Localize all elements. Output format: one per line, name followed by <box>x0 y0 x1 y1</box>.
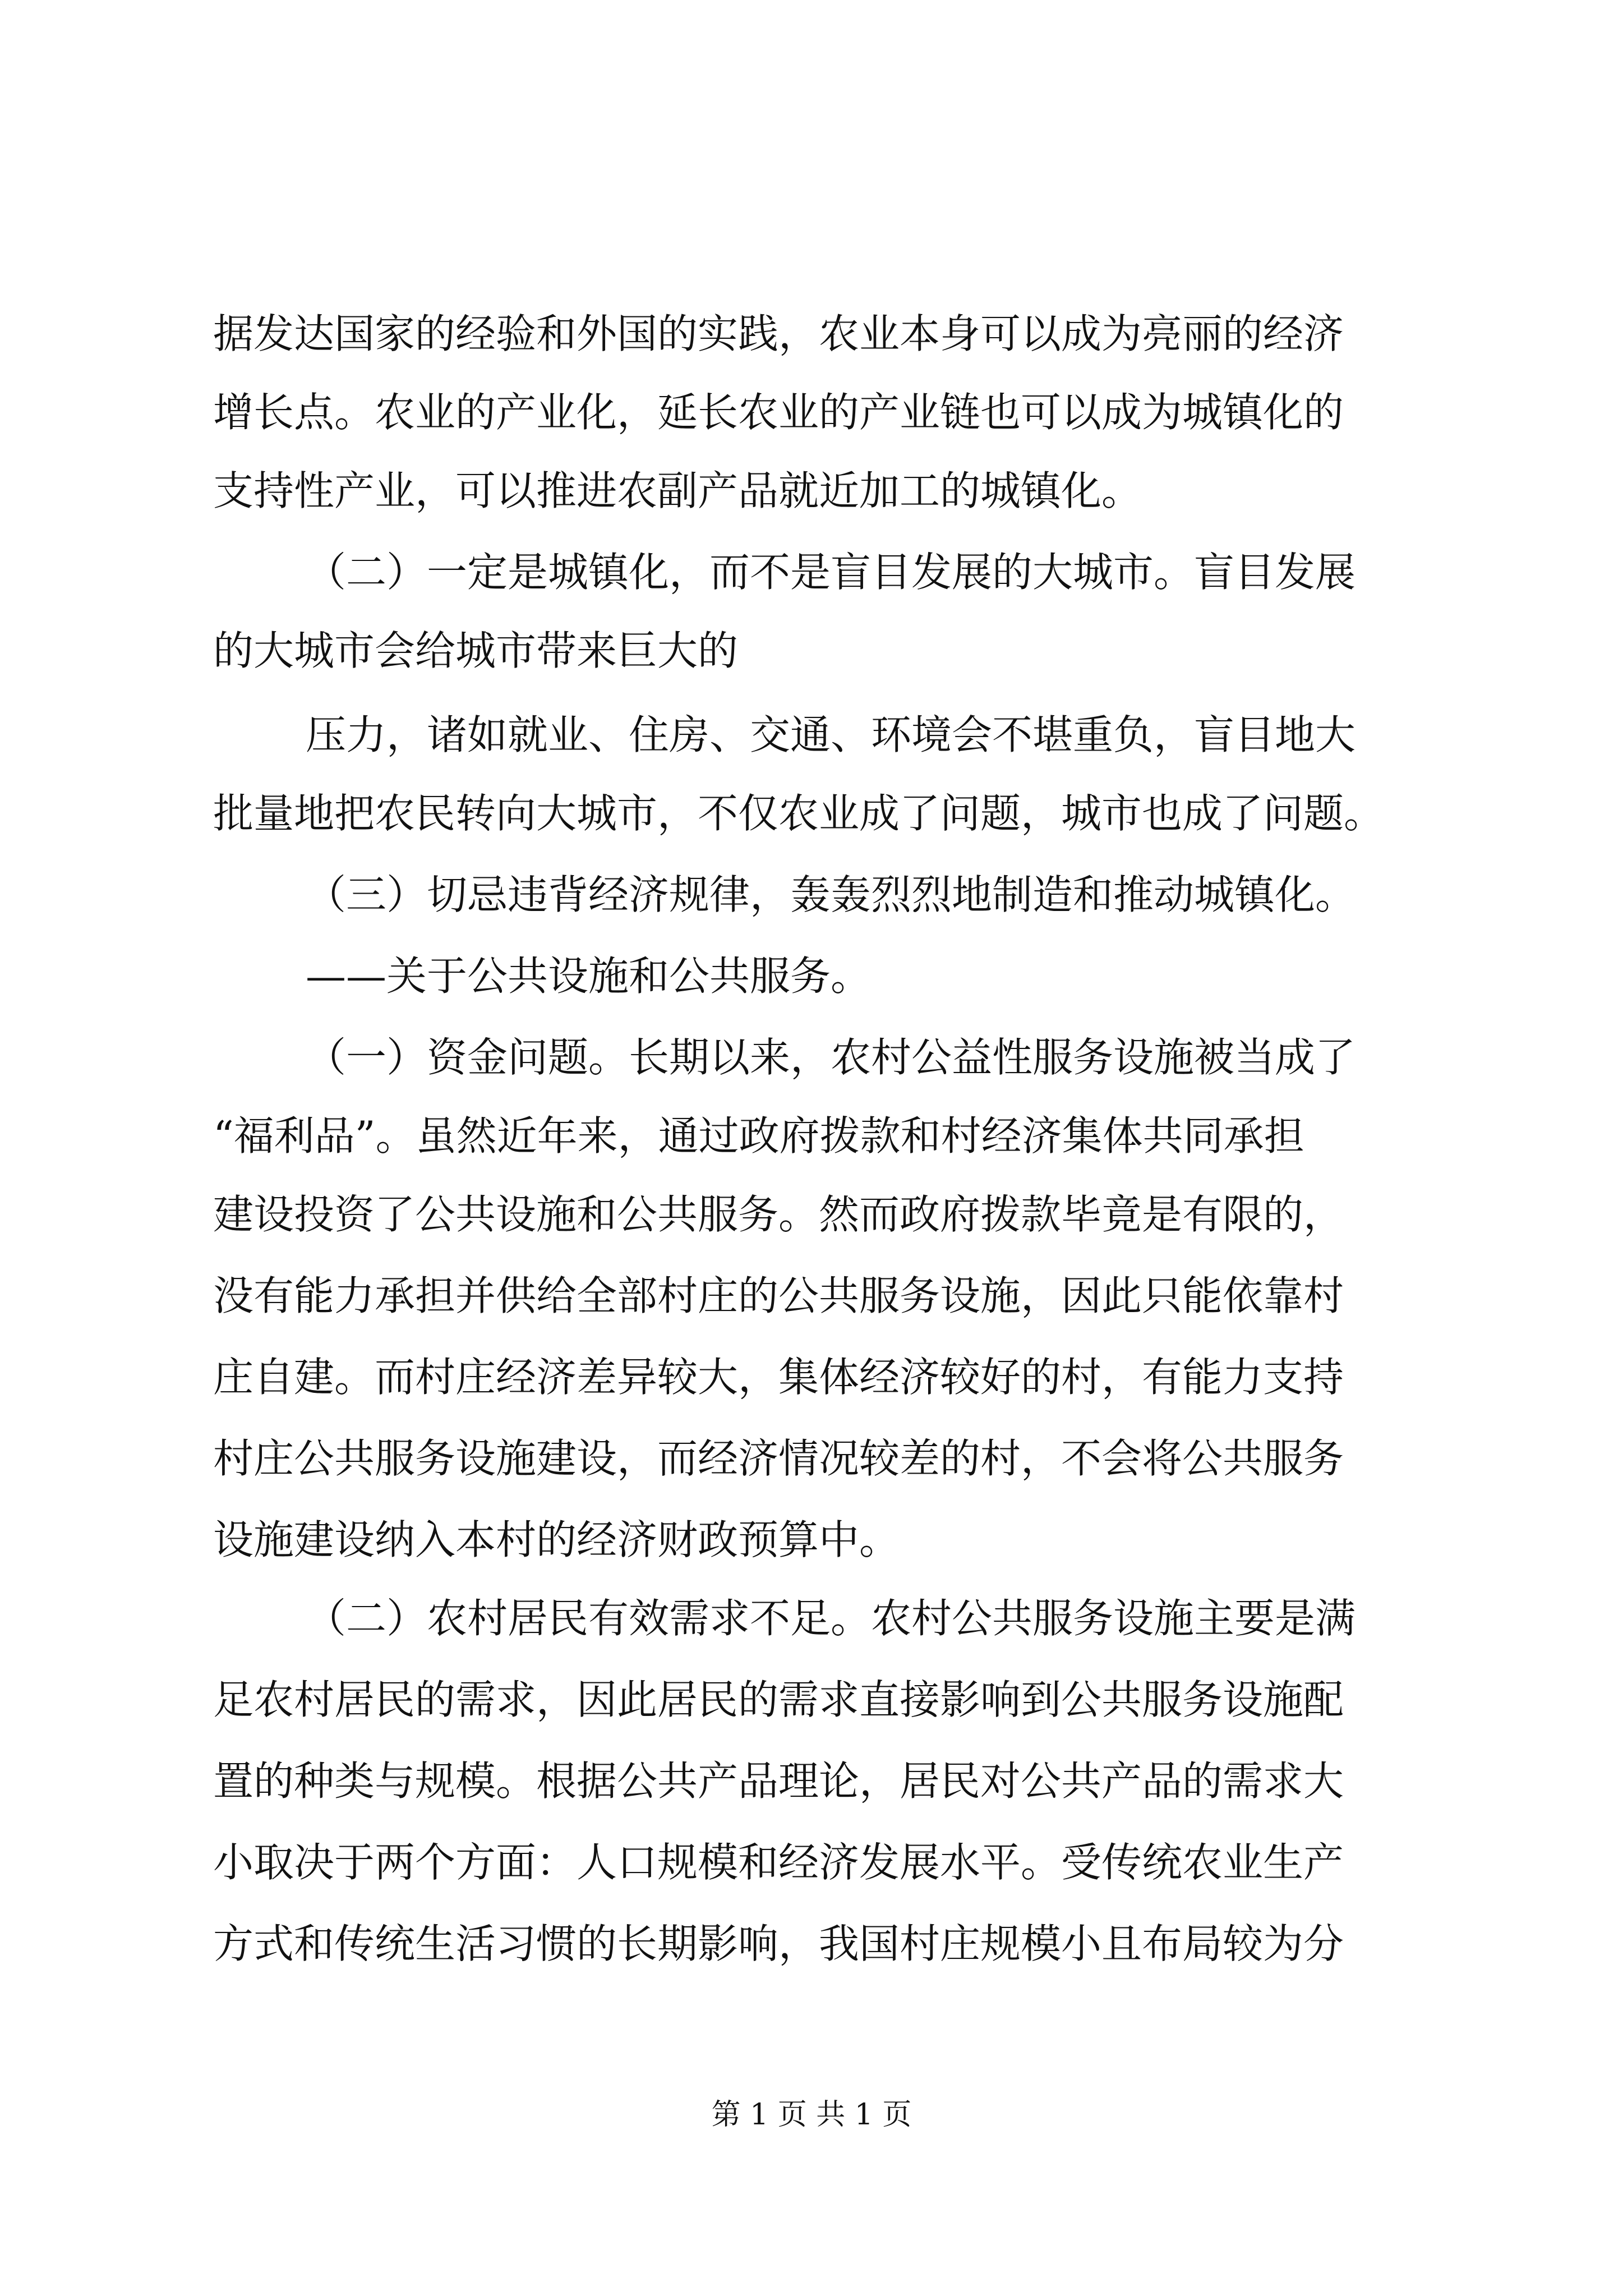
text-line: 置的种类与规模。根据公共产品理论，居民对公共产品的需求大 <box>213 1757 1344 1805</box>
text-line: 批量地把农民转向大城市，不仅农业成了问题，城市也成了问题。 <box>213 790 1385 837</box>
text-line: ——关于公共设施和公共服务。 <box>306 953 872 1000</box>
text-line: “福利品”。虽然近年来，通过政府拨款和村经济集体共同承担 <box>213 1112 1304 1159</box>
text-line: 增长点。农业的产业化，延长农业的产业链也可以成为城镇化的 <box>213 389 1344 436</box>
text-line: 村庄公共服务设施建设，而经济情况较差的村，不会将公共服务 <box>213 1435 1344 1482</box>
text-line: 没有能力承担并供给全部村庄的公共服务设施，因此只能依靠村 <box>213 1272 1344 1319</box>
text-line: 支持性产业，可以推进农副产品就近加工的城镇化。 <box>213 467 1142 514</box>
text-line: 足农村居民的需求，因此居民的需求直接影响到公共服务设施配 <box>213 1676 1344 1723</box>
text-line: （二）一定是城镇化，而不是盲目发展的大城市。盲目发展 <box>306 549 1356 596</box>
text-line: （一）资金问题。长期以来，农村公益性服务设施被当成了 <box>306 1034 1356 1081</box>
page-number-footer: 第 1 页 共 1 页 <box>711 2098 912 2132</box>
text-line: 庄自建。而村庄经济差异较大，集体经济较好的村，有能力支持 <box>213 1354 1344 1401</box>
text-line: 据发达国家的经验和外国的实践，农业本身可以成为亮丽的经济 <box>213 310 1344 357</box>
text-line: 的大城市会给城市带来巨大的 <box>213 627 739 674</box>
text-line: 压力，诸如就业、住房、交通、环境会不堪重负，盲目地大 <box>306 711 1356 758</box>
text-line: 建设投资了公共设施和公共服务。然而政府拨款毕竟是有限的， <box>213 1191 1344 1238</box>
text-line: （二）农村居民有效需求不足。农村公共服务设施主要是满 <box>306 1595 1356 1642</box>
text-line: 方式和传统生活习惯的长期影响，我国村庄规模小且布局较为分 <box>213 1920 1344 1967</box>
text-line: （三）切忌违背经济规律，轰轰烈烈地制造和推动城镇化。 <box>306 871 1356 918</box>
text-line: 小取决于两个方面：人口规模和经济发展水平。受传统农业生产 <box>213 1839 1344 1886</box>
text-line: 设施建设纳入本村的经济财政预算中。 <box>213 1516 900 1563</box>
